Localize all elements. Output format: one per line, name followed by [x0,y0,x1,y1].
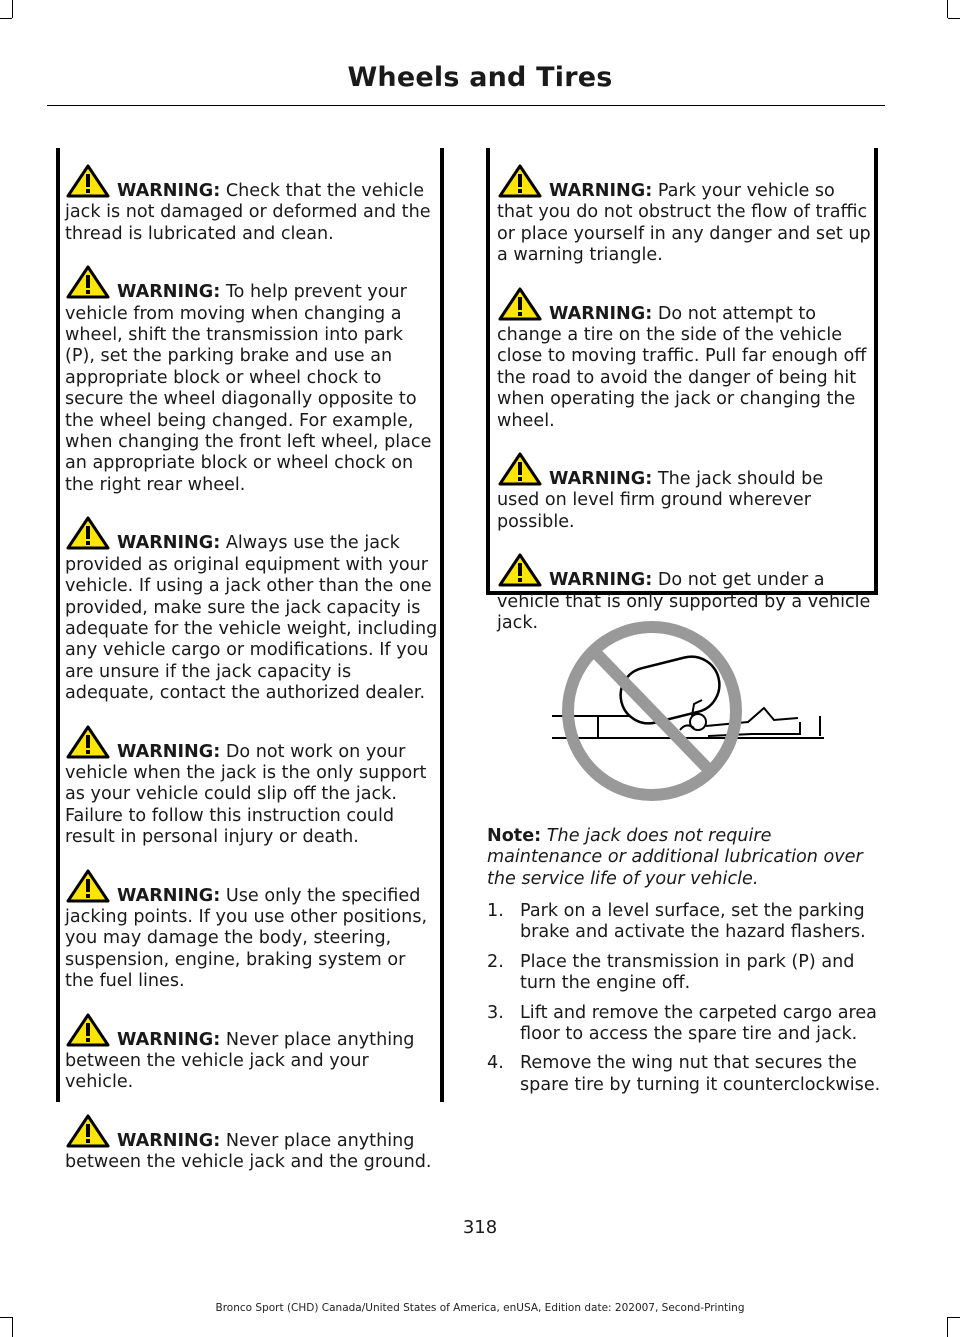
crop-mark [947,1317,948,1337]
warnings-box-right [486,148,878,634]
warning-text: Do not get under a vehicle that is only supported by a vehicle jack. [497,570,871,634]
warning-text: Never place anything between the vehicle jack and your vehicle. [65,1029,415,1093]
warning-triangle-icon [497,553,543,587]
warning-label: WARNING: [117,1029,221,1050]
crop-mark [947,0,948,18]
warning-text: Never place anything between the vehicle jack and the ground. [65,1130,432,1173]
warning-text: Do not attempt to change a tire on the side of the vehicle close to moving traffic. Pull far enough off the road to avoid the danger of being hit when operating the jack or changing the wheel. [497,303,867,431]
warning-triangle-icon [65,869,111,903]
procedure-steps [487,901,887,1104]
warning-item [60,725,440,849]
warning-item [490,452,874,533]
warning-item [60,869,440,993]
crop-mark [12,0,13,18]
warning-label: WARNING: [117,181,221,201]
note-text: The jack does not require maintenance or additional lubrication over the service life of your vehicle. [487,826,863,889]
warning-triangle-icon [65,1013,111,1047]
warning-text: To help prevent your vehicle from moving when changing a wheel, shift the transmission into park (P), set the parking brake and use an appropriate block or wheel chock to secure the wheel diagonally opposite to the wheel being changed. For example, when changing the front left wheel, place an appropriate block or wheel chock on the right rear wheel. [65,282,432,495]
warning-text: Always use the jack provided as original equipment with your vehicle. If using a jack other than the one provided, make sure the jack capacity is adequate for the vehicle weight, including any vehicle cargo or modifications. If you are unsure if the jack capacity is adequate, contact the authorized dealer. [65,533,438,704]
crop-mark [0,1317,12,1318]
warning-triangle-icon [65,265,111,299]
warning-item [60,164,440,245]
warning-item [60,265,440,496]
crop-mark [948,18,960,19]
warning-triangle-icon [65,1114,111,1148]
warning-text: Do not work on your vehicle when the jack is the only support as your vehicle could slip off the jack. Failure to follow this instruction could result in personal injury or death. [65,741,427,848]
header-divider [47,105,885,106]
warning-triangle-icon [497,164,543,198]
step-text: Lift and remove the carpeted cargo area floor to access the spare tire and jack. [520,1002,877,1045]
warning-label: WARNING: [117,282,221,303]
warning-text: Use only the specified jacking points. If you use other positions, you may damage the body, steering, suspension, engine, braking system or the fuel lines. [65,885,428,992]
warning-label: WARNING: [117,533,221,554]
step-number: 3. [487,1002,504,1023]
page-number: 318 [462,1217,498,1238]
step-text: Place the transmission in park (P) and turn the engine off. [520,951,855,994]
warning-item [60,516,440,704]
note-label: Note: [487,826,542,846]
warning-item [490,287,874,432]
warning-label: WARNING: [117,1130,221,1151]
crop-mark [948,1317,960,1318]
warning-label: WARNING: [549,303,653,324]
warning-label: WARNING: [117,885,221,906]
warning-item [490,164,874,267]
warning-triangle-icon [65,164,111,198]
warning-item [60,1013,440,1094]
list-item [487,1003,887,1046]
warning-triangle-icon [65,725,111,759]
step-number: 2. [487,951,504,972]
warning-label: WARNING: [117,741,221,762]
step-text: Remove the wing nut that secures the spare tire by turning it counterclockwise. [520,1053,881,1095]
step-number: 1. [487,901,504,921]
crop-mark [0,18,12,19]
warning-triangle-icon [65,516,111,550]
warning-text: The jack should be used on level firm ground wherever possible. [497,469,824,532]
warning-triangle-icon [497,452,543,486]
warning-label: WARNING: [549,181,653,201]
warning-text: Park your vehicle so that you do not obstruct the flow of traffic or place yourself in any danger and set up a warning triangle. [497,181,871,266]
warning-label: WARNING: [549,469,653,490]
crop-mark [12,1317,13,1337]
footer-edition-info: Bronco Sport (CHD) Canada/United States of America, enUSA, Edition date: 202007, Second-Printing [215,1302,745,1314]
warning-text: Check that the vehicle jack is not damaged or deformed and the thread is lubricated and clean. [65,181,431,244]
warnings-box-left [56,148,444,1173]
warning-triangle-icon [497,287,543,321]
warning-item [60,1114,440,1174]
list-item [487,1053,887,1096]
page-title: Wheels and Tires [347,62,613,93]
note-paragraph [487,826,887,890]
step-text: Park on a level surface, set the parking brake and activate the hazard flashers. [520,901,866,943]
no-person-under-vehicle-illustration [552,618,828,804]
list-item [487,901,887,944]
step-number: 4. [487,1053,504,1074]
list-item [487,952,887,995]
warning-label: WARNING: [549,570,653,591]
